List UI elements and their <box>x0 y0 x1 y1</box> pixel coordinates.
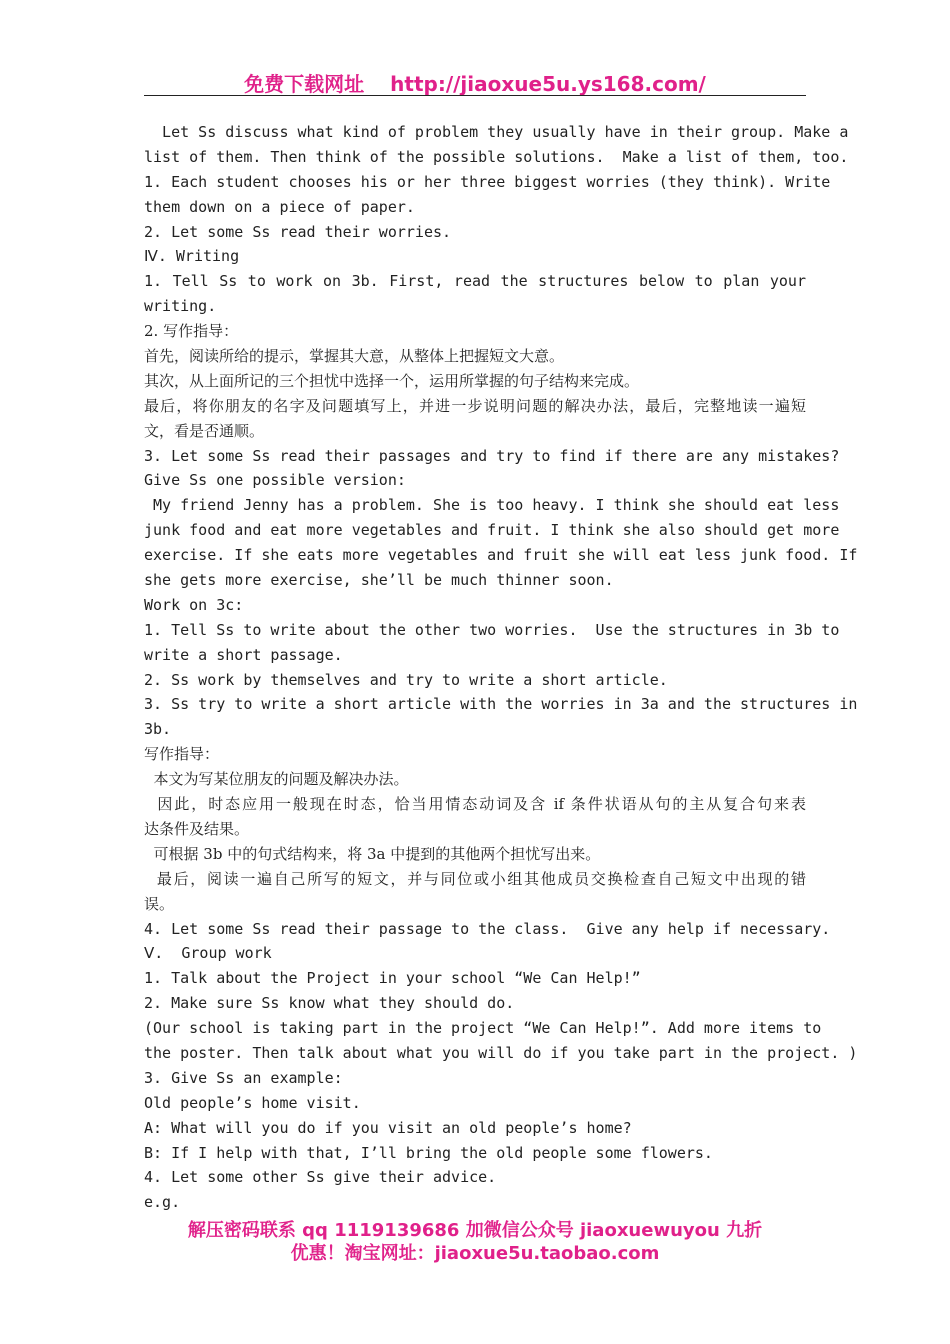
text-line: 3. Let some Ss read their passages and try to find if there are any mistakes? <box>144 446 840 465</box>
text-line: 2. Ss work by themselves and try to write a short article. <box>144 670 668 689</box>
text-line: exercise. If she eats more vegetables and fruit she will eat less junk food. If <box>144 546 858 565</box>
text-line: 本文为写某位朋友的问题及解决办法。 <box>144 770 409 789</box>
text-line: 文，看是否通顺。 <box>144 421 265 440</box>
text-line: Work on 3c: <box>144 595 244 614</box>
text-line: 2. Let some Ss read their worries. <box>144 222 452 241</box>
text-line: Let Ss discuss what kind of problem they usually have in their group. Make a <box>144 123 849 141</box>
text-line: 3. Ss try to write a short article with the worries in 3a and the structures in <box>144 695 858 714</box>
text-line: 达条件及结果。 <box>144 819 250 838</box>
text-line: list of them. Then think of the possible solutions. Make a list of them, too. <box>144 147 849 166</box>
text-line: Old people’s home visit. <box>144 1093 361 1112</box>
text-line: 可根据 3b 中的句式结构来，将 3a 中提到的其他两个担忧写出来。 <box>144 844 601 863</box>
text-line: 3b. <box>144 720 172 739</box>
text-line: My friend Jenny has a problem. She is too heavy. I think she should eat less <box>144 496 840 515</box>
text-line: 1. Talk about the Project in your school “We Can Help!” <box>144 969 641 988</box>
text-line: 2. 写作指导： <box>144 322 239 341</box>
text-line: 1. Tell Ss to write about the other two worries. Use the structures in 3b to <box>144 620 840 639</box>
text-line: 1. Each student chooses his or her three biggest worries (they think). Write <box>144 172 831 191</box>
text-line: (Our school is taking part in the project “We Can Help!”. Add more items to <box>144 1019 822 1038</box>
text-line: them down on a piece of paper. <box>144 197 415 216</box>
text-line: B: If I help with that, I’ll bring the old people some flowers. <box>144 1143 713 1162</box>
page-header <box>144 68 806 97</box>
text-line: 4. Let some Ss read their passage to the class. Give any help if necessary. <box>144 919 831 938</box>
text-line: Ⅳ. Writing <box>144 247 240 266</box>
text-line: Ⅴ. Group work <box>144 944 272 963</box>
text-line: 其次，从上面所记的三个担忧中选择一个，运用所掌握的句子结构来完成。 <box>144 371 640 390</box>
text-line: A: What will you do if you visit an old people’s home? <box>144 1118 632 1137</box>
header-url[interactable]: http://jiaoxue5u.ys168.com/ <box>390 72 706 96</box>
text-line: she gets more exercise, she’ll be much thinner soon. <box>144 571 614 590</box>
text-line: 最后，阅读一遍自己所写的短文，并与同位或小组其他成员交换检查自己短文中出现的错 <box>144 869 806 888</box>
text-line: the poster. Then talk about what you will do if you take part in the project. ) <box>144 1043 858 1062</box>
text-line: junk food and eat more vegetables and fruit. I think she also should get more <box>144 521 840 540</box>
text-line: 误。 <box>144 894 175 913</box>
text-line: 2. Make sure Ss know what they should do. <box>144 994 515 1013</box>
footer-line-1: 解压密码联系 qq 1119139686 加微信公众号 jiaoxuewuyou 九折 <box>187 1220 763 1241</box>
header-divider <box>144 95 806 96</box>
text-line: writing. <box>144 297 217 316</box>
document-body <box>144 120 858 1215</box>
footer-line-2: 优惠！淘宝网址：jiaoxue5u.taobao.com <box>290 1243 660 1264</box>
text-line: 最后，将你朋友的名字及问题填写上，并进一步说明问题的解决办法，最后，完整地读一遍短 <box>144 396 806 415</box>
text-line: 3. Give Ss an example: <box>144 1068 343 1087</box>
text-line: 首先，阅读所给的提示，掌握其大意，从整体上把握短文大意。 <box>144 347 565 366</box>
text-line: 4. Let some other Ss give their advice. <box>144 1168 497 1187</box>
text-line: Give Ss one possible version: <box>144 471 406 490</box>
header-label: 免费下载网址 <box>244 72 365 96</box>
text-line: e.g. <box>144 1193 181 1212</box>
text-line: 1. Tell Ss to work on 3b. First, read the structures below to plan your <box>144 272 806 291</box>
text-line: write a short passage. <box>144 645 343 664</box>
page-footer <box>144 1219 806 1265</box>
text-line: 写作指导： <box>144 745 220 764</box>
text-line: 因此，时态应用一般现在时态，恰当用情态动词及含 if 条件状语从句的主从复合句来表 <box>144 795 806 814</box>
